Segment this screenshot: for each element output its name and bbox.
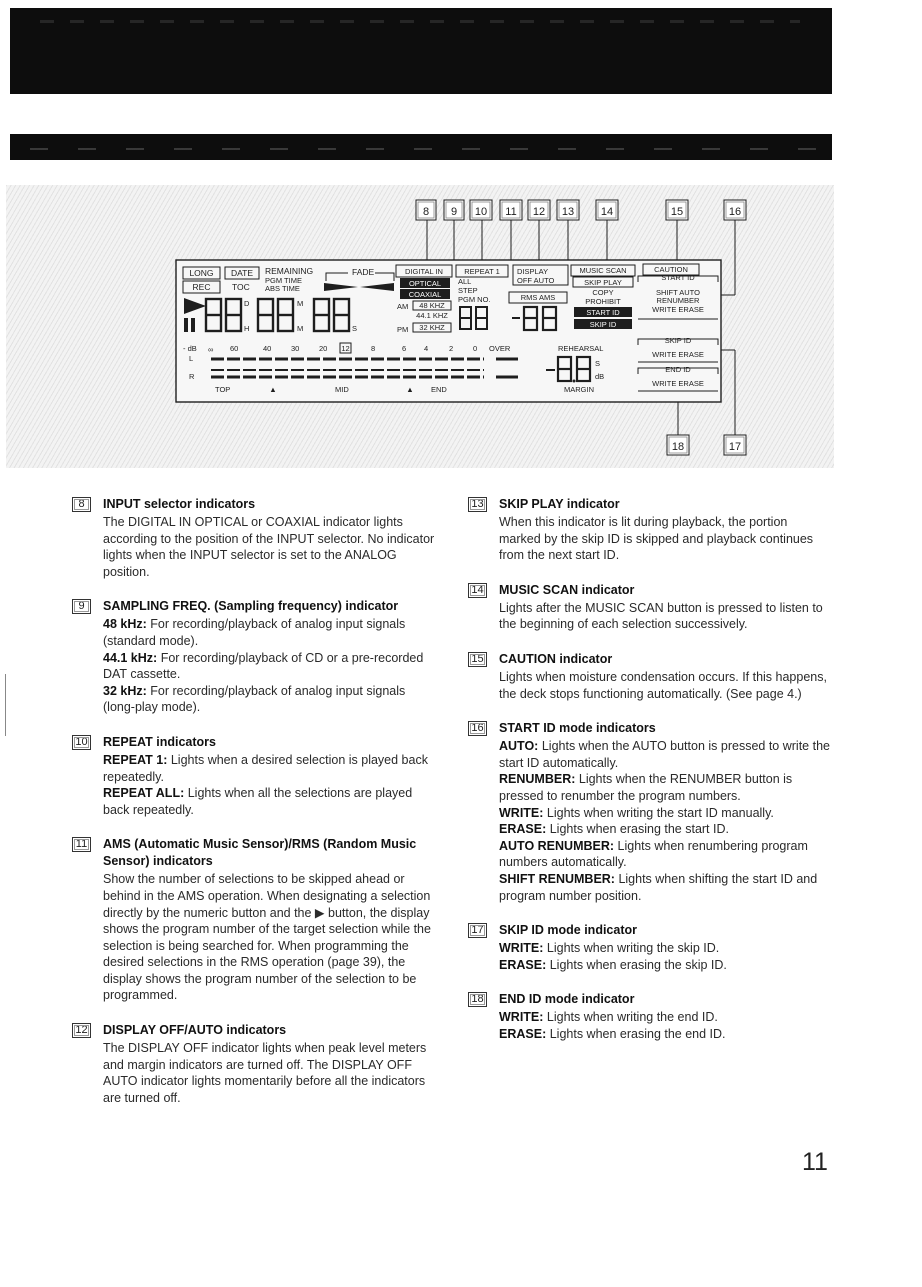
svg-text:SKIP PLAY: SKIP PLAY [584, 278, 622, 287]
svg-text:10: 10 [474, 206, 488, 218]
svg-text:30: 30 [291, 344, 300, 353]
svg-text:- dB: - dB [183, 344, 197, 353]
callouts-bottom [667, 435, 746, 455]
definition-item: AUTO: Lights when the AUTO button is pressed to write the start ID automatically. [499, 739, 830, 770]
svg-text:STEP: STEP [458, 286, 478, 295]
entry-body: Show the number of selections to be skipped ahead or behind in the AMS operation. When designating a selection directly by the numeric button and the ▶ button, the display shows the program number of the target selection while the selection is being searched for. When programming the desired selections in the RMS operation (page 39), the display shows the program number of the selection to be programmed. [103, 872, 431, 1003]
entry-music-scan [468, 582, 830, 633]
callout-16 [724, 200, 746, 220]
svg-text:COAXIAL: COAXIAL [408, 290, 442, 299]
svg-text:S: S [595, 359, 601, 368]
entry-sampling-freq [72, 598, 436, 716]
svg-text:32 KHZ: 32 KHZ [419, 323, 445, 332]
svg-text:PROHIBIT: PROHIBIT [585, 297, 621, 306]
svg-text:ALL: ALL [458, 277, 472, 286]
definition-item: REPEAT ALL: Lights when all the selections are played back repeatedly. [103, 786, 413, 817]
definition-item: 48 kHz: For recording/playback of analog input signals (standard mode). [103, 617, 406, 648]
svg-text:RENUMBER: RENUMBER [656, 296, 700, 305]
svg-text:0: 0 [473, 344, 478, 353]
svg-text:OPTICAL: OPTICAL [408, 279, 442, 288]
entry-body: Lights after the MUSIC SCAN button is pressed to listen to the beginning of each selection successively. [499, 600, 823, 632]
definition-item: WRITE: Lights when writing the start ID manually. [499, 805, 774, 820]
svg-text:2: 2 [449, 344, 454, 353]
entry-repeat [72, 734, 436, 818]
svg-text:COPY: COPY [592, 288, 614, 297]
svg-text:START ID: START ID [661, 273, 695, 282]
svg-text:DISPLAY: DISPLAY [517, 267, 549, 276]
svg-text:SKIP ID: SKIP ID [664, 336, 692, 345]
header-band [10, 8, 832, 94]
callout-12 [528, 200, 550, 220]
svg-text:PGM TIME: PGM TIME [265, 276, 302, 285]
entry-title: START ID mode indicators [499, 721, 656, 736]
entry-number: 17 [468, 923, 487, 938]
entry-title: REPEAT indicators [103, 734, 216, 749]
svg-text:20: 20 [319, 344, 328, 353]
display-panel-svg [6, 185, 834, 468]
svg-text:CAUTION: CAUTION [654, 265, 688, 274]
svg-text:REC: REC [192, 282, 211, 292]
svg-text:REMAINING: REMAINING [265, 266, 314, 276]
entry-body: The DIGITAL IN OPTICAL or COAXIAL indicator lights according to the position of the INPUT selector. No indicator lights when the INPUT selector is set to the ANALOG position. [103, 515, 435, 579]
svg-text:START ID: START ID [586, 308, 620, 317]
entry-title: SKIP PLAY indicator [499, 497, 620, 511]
svg-text:S: S [352, 324, 358, 333]
svg-text:TOP: TOP [215, 385, 231, 394]
svg-text:END: END [431, 385, 447, 394]
svg-text:15: 15 [670, 206, 684, 218]
entry-skip-id-mode [468, 922, 830, 973]
entry-ams-rms [72, 836, 436, 1004]
entry-title: MUSIC SCAN indicator [499, 582, 635, 597]
svg-text:M: M [297, 324, 304, 333]
definition-item: 32 kHz: For recording/playback of analog input signals (long-play mode). [103, 683, 406, 715]
svg-text:14: 14 [600, 206, 614, 218]
display-diagram [6, 185, 834, 468]
entry-title: DISPLAY OFF/AUTO indicators [103, 1023, 287, 1038]
svg-text:MID: MID [335, 385, 349, 394]
definition-item: WRITE: Lights when writing the end ID. [499, 1010, 718, 1025]
entry-title: CAUTION indicator [499, 651, 613, 666]
svg-text:44.1 KHZ: 44.1 KHZ [416, 311, 448, 320]
svg-text:12: 12 [341, 344, 350, 353]
svg-text:RMS AMS: RMS AMS [520, 293, 556, 302]
definition-item: SHIFT RENUMBER: Lights when shifting the start ID and program number position. [499, 871, 818, 903]
entry-number: 8 [72, 497, 91, 512]
entry-number: 10 [72, 735, 91, 750]
svg-text:REHEARSAL: REHEARSAL [558, 344, 604, 353]
section-rule-band [10, 134, 832, 160]
svg-text:∞: ∞ [208, 345, 214, 354]
callout-14 [596, 200, 618, 220]
svg-text:AM: AM [397, 302, 409, 311]
callout-15 [666, 200, 688, 220]
callout-18 [667, 435, 689, 455]
callout-10 [470, 200, 492, 220]
svg-text:R: R [189, 372, 195, 381]
svg-text:PM: PM [397, 325, 409, 334]
definition-item: ERASE: Lights when erasing the skip ID. [499, 957, 727, 972]
svg-text:MARGIN: MARGIN [564, 385, 594, 394]
definition-item: ERASE: Lights when erasing the start ID. [499, 822, 729, 837]
callout-11 [500, 200, 522, 220]
svg-text:LONG: LONG [189, 268, 214, 278]
svg-text:18: 18 [671, 441, 685, 453]
svg-text:17: 17 [728, 441, 742, 453]
svg-text:60: 60 [230, 344, 239, 353]
definition-item: 44.1 kHz: For recording/playback of CD or a pre-recorded DAT cassette. [103, 650, 424, 682]
page-number: 11 [802, 1148, 828, 1176]
svg-text:PGM NO.: PGM NO. [458, 295, 491, 304]
entry-title: INPUT selector indicators [103, 497, 256, 511]
svg-text:11: 11 [505, 206, 517, 218]
entry-title: AMS (Automatic Music Sensor)/RMS (Random Music Sensor) indicators [103, 837, 417, 869]
definition-item: AUTO RENUMBER: Lights when renumbering program numbers automatically. [499, 838, 808, 870]
definition-item: WRITE: Lights when writing the skip ID. [499, 941, 720, 956]
callout-17 [724, 435, 746, 455]
svg-text:OVER: OVER [489, 344, 511, 353]
entry-title: SAMPLING FREQ. (Sampling frequency) indicator [103, 599, 399, 614]
svg-text:H: H [244, 324, 250, 333]
entry-title: SKIP ID mode indicator [499, 923, 637, 938]
svg-text:▲: ▲ [269, 385, 277, 394]
entry-skip-play [468, 496, 830, 564]
svg-text:MUSIC SCAN: MUSIC SCAN [579, 266, 627, 275]
entry-number: 12 [72, 1023, 91, 1038]
svg-text:REPEAT 1: REPEAT 1 [464, 267, 500, 276]
svg-text:WRITE ERASE: WRITE ERASE [652, 379, 704, 388]
svg-text:9: 9 [450, 206, 458, 218]
entry-title: END ID mode indicator [499, 992, 635, 1007]
entry-start-id-mode [468, 720, 830, 904]
entry-number: 11 [72, 837, 91, 852]
entry-display-off-auto [72, 1022, 436, 1106]
entry-body: Lights when moisture condensation occurs. If this happens, the deck stops functioning automatically. (See page 4.) [499, 669, 827, 701]
svg-text:13: 13 [561, 206, 575, 218]
svg-text:dB: dB [595, 372, 605, 381]
svg-text:16: 16 [728, 206, 742, 218]
svg-text:ABS TIME: ABS TIME [265, 284, 300, 293]
svg-text:48 KHZ: 48 KHZ [419, 301, 445, 310]
callout-8 [416, 200, 436, 220]
entry-number: 18 [468, 992, 487, 1007]
definition-item: REPEAT 1: Lights when a desired selection is played back repeatedly. [103, 752, 428, 784]
svg-text:8: 8 [371, 344, 376, 353]
svg-text:D: D [244, 299, 250, 308]
svg-text:SKIP ID: SKIP ID [589, 320, 617, 329]
entry-number: 9 [72, 599, 91, 614]
svg-text:6: 6 [402, 344, 407, 353]
svg-text:L: L [189, 354, 194, 363]
entry-number: 14 [468, 583, 487, 598]
svg-text:▲: ▲ [406, 385, 414, 394]
callouts-top [416, 200, 746, 220]
svg-text:8: 8 [422, 206, 430, 218]
right-column [468, 496, 830, 1060]
svg-text:OFF AUTO: OFF AUTO [517, 276, 555, 285]
definition-item: RENUMBER: Lights when the RENUMBER button is pressed to renumber the program numbers. [499, 772, 793, 803]
entry-body: The DISPLAY OFF indicator lights when peak level meters and margin indicators are turned off. The DISPLAY OFF AUTO indicator lights momentarily before all the indicators are turned off. [103, 1041, 427, 1105]
svg-text:TOC: TOC [232, 282, 250, 292]
svg-text:DATE: DATE [230, 268, 254, 278]
callout-13 [557, 200, 579, 220]
entry-body: When this indicator is lit during playback, the portion marked by the skip ID is skipped and playback continues from the next start ID. [499, 515, 814, 563]
svg-text:FADE: FADE [352, 267, 375, 277]
entry-number: 16 [468, 721, 487, 736]
entry-input-selector [72, 496, 436, 580]
definition-item: ERASE: Lights when erasing the end ID. [499, 1026, 726, 1041]
callout-9 [444, 200, 464, 220]
entry-caution [468, 651, 830, 702]
entry-number: 13 [468, 497, 487, 512]
svg-text:12: 12 [532, 206, 546, 218]
svg-text:WRITE ERASE: WRITE ERASE [652, 305, 704, 314]
svg-text:WRITE ERASE: WRITE ERASE [652, 350, 704, 359]
svg-text:SHIFT AUTO: SHIFT AUTO [656, 288, 700, 297]
svg-text:DIGITAL IN: DIGITAL IN [405, 267, 443, 276]
left-column [72, 496, 436, 1124]
svg-text:END ID: END ID [665, 365, 691, 374]
svg-text:4: 4 [424, 344, 429, 353]
margin-rule [5, 674, 6, 736]
entry-end-id-mode [468, 991, 830, 1042]
svg-text:M: M [297, 299, 304, 308]
pause-icon [184, 318, 188, 332]
entry-number: 15 [468, 652, 487, 667]
svg-text:40: 40 [263, 344, 272, 353]
